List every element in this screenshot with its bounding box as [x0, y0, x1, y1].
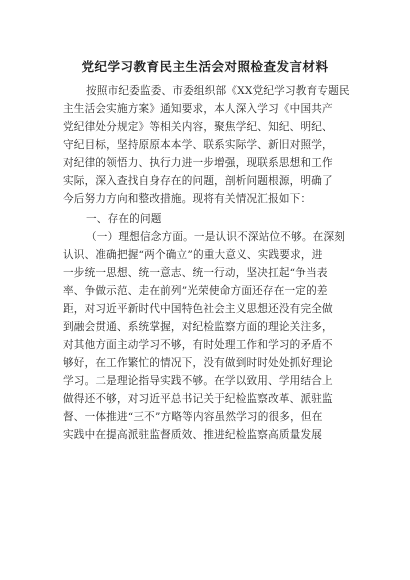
- paragraph-line: 今后努力方向和整改措施。现将有关情况汇报如下：: [63, 193, 312, 205]
- section-heading: 一、存在的问题: [86, 213, 162, 225]
- paragraph-line: 率、争做示范、走在前列”光荣使命方面还存在一定的差: [63, 285, 328, 297]
- paragraph-line: 一步统一思想、统一意志、统一行动，坚决扛起“争当表: [63, 267, 328, 279]
- paragraph-line: 对纪律的领悟力、执行力进一步增强，现联系思想和工作: [63, 157, 333, 169]
- paragraph-line: 守纪目标，坚持原原本本学、联系实际学、新旧对照学，: [63, 139, 333, 151]
- paragraph-line: 督、一体推进“三不”方略等内容虽然学习的很多，但在: [63, 411, 323, 423]
- paragraph-line: 党纪律处分规定》等相关内容，聚焦学纪、知纪、明纪、: [63, 121, 333, 133]
- paragraph-line: 距，对习近平新时代中国特色社会主义思想还没有完全做: [63, 303, 333, 315]
- paragraph-line: 按照市纪委监委、市委组织部《XX党纪学习教育专题民: [86, 85, 350, 97]
- paragraph-line: （一）理想信念方面。一是认识不深站位不够。在深刻: [86, 231, 346, 243]
- paragraph-line: 认识、准确把握“两个确立”的重大意义、实践要求，进: [63, 249, 323, 261]
- paragraph-line: 实践中在提高派驻监督质效、推进纪检监察高质量发展: [63, 429, 323, 441]
- document-title: 党纪学习教育民主生活会对照检查发言材料: [81, 59, 329, 74]
- paragraph-line: 对其他方面主动学习不够，有时处理工作和学习的矛盾不: [63, 339, 333, 351]
- paragraph-line: 实际，深入查找自身存在的问题，剖析问题根源，明确了: [63, 175, 333, 187]
- paragraph-line: 到融会贯通、系统掌握，对纪检监察方面的理论关注多，: [63, 321, 333, 333]
- paragraph-line: 学习。二是理论指导实践不够。在学以致用、学用结合上: [63, 375, 333, 387]
- paragraph-line: 够好，在工作繁忙的情况下，没有做到时时处处抓好理论: [63, 357, 333, 369]
- paragraph-line: 做得还不够，对习近平总书记关于纪检监察改革、派驻监: [63, 393, 333, 405]
- paragraph-line: 主生活会实施方案》通知要求，本人深入学习《中国共产: [63, 103, 333, 115]
